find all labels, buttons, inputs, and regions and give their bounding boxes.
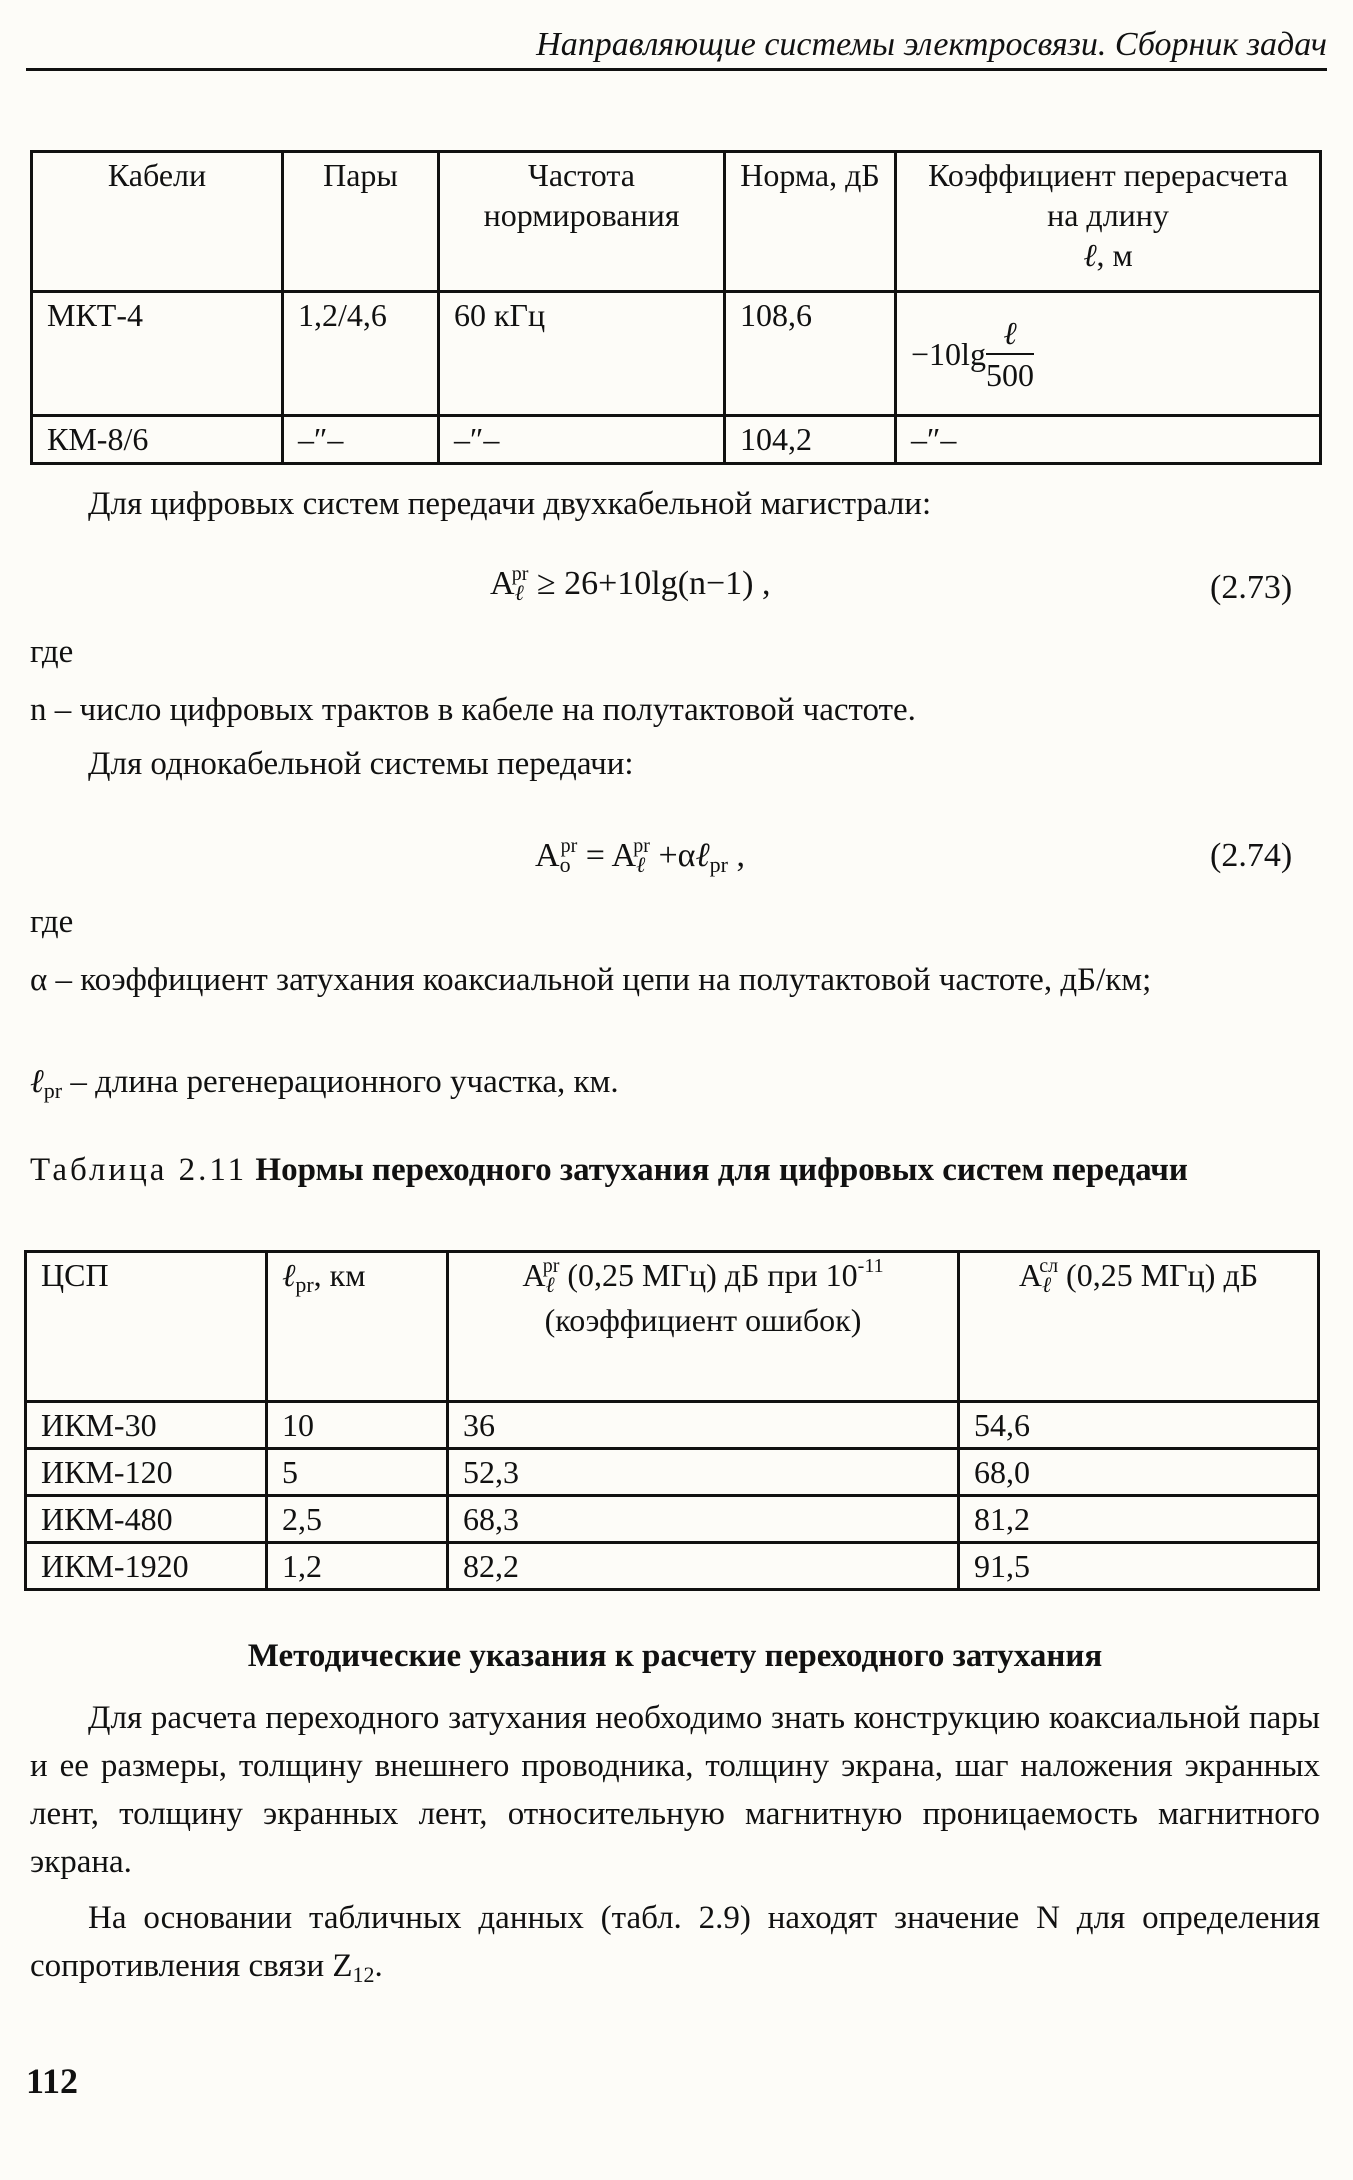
header-unit: , м [1096, 237, 1133, 273]
header-cell: Aℓ$^{сл}$ (0,25 МГц) дБ [959, 1252, 1319, 1402]
cell-pairs: 1,2/4,6 [283, 292, 439, 416]
cell-a2: 68,0 [959, 1449, 1319, 1496]
definition-n: n – число цифровых трактов в кабеле на полутактовой частоте. [30, 692, 916, 728]
header-cell: ЦСП [26, 1252, 267, 1402]
cell-a1: 52,3 [448, 1449, 959, 1496]
cell-a1: 36 [448, 1402, 959, 1449]
header-a2-text: (0,25 МГц) дБ [1066, 1257, 1259, 1293]
cell-norm: 104,2 [725, 416, 896, 464]
cell-lpr: 5 [267, 1449, 448, 1496]
definition-l-text: – длина регенерационного участка, км. [62, 1064, 619, 1100]
coef-denominator: 500 [985, 356, 1034, 393]
header-cell-text: Коэффициент перерасчета на длину [928, 157, 1288, 233]
coef-numerator: ℓ [986, 313, 1034, 355]
table-header-row [26, 1252, 1319, 1402]
cell-tsp: ИКМ-30 [26, 1402, 267, 1449]
table-row [26, 1449, 1319, 1496]
page-number: 112 [26, 2061, 79, 2101]
paragraph: Для цифровых систем передачи двухкабельной магистрали: [88, 486, 932, 522]
digital-norms-table [24, 1250, 1320, 1591]
paragraph-end: . [374, 1948, 383, 1984]
header-a1-exponent: -11 [857, 1255, 884, 1277]
cell-pairs: –″– [283, 416, 439, 464]
cell-a1: 82,2 [448, 1543, 959, 1590]
table-row [26, 1496, 1319, 1543]
cell-tsp: ИКМ-480 [26, 1496, 267, 1543]
header-cell: Кабели [32, 152, 283, 292]
coef-prefix: −10lg [911, 335, 986, 372]
cell-coef [896, 292, 1321, 416]
table-row [26, 1402, 1319, 1449]
section-heading: Методические указания к расчету переходного затухания [247, 1638, 1103, 1674]
cell-freq: 60 кГц [439, 292, 725, 416]
table-caption-title: Нормы переходного затухания для цифровых систем передачи [255, 1152, 1188, 1188]
where-label: где [30, 904, 74, 940]
header-cell: Пары [283, 152, 439, 292]
equation-number: (2.73) [1210, 569, 1293, 606]
header-cell: Норма, дБ [725, 152, 896, 292]
cell-tsp: ИКМ-120 [26, 1449, 267, 1496]
subscript: 12 [352, 1962, 375, 1987]
definition-alpha: α – коэффициент затухания коаксиальной цепи на полутактовой частоте, дБ/км; [30, 962, 1152, 998]
cell-freq: –″– [439, 416, 725, 464]
paragraph-text: На основании табличных данных (табл. 2.9) находят значение N для определения сопротивления связи Z [30, 1900, 1320, 1984]
cell-a1: 68,3 [448, 1496, 959, 1543]
cell-lpr: 2,5 [267, 1496, 448, 1543]
running-header: Направляющие системы электросвязи. Сборник задач [26, 22, 1327, 71]
table-header-row [32, 152, 1321, 292]
cell-a2: 81,2 [959, 1496, 1319, 1543]
table-caption-label: Таблица 2.11 [30, 1152, 248, 1188]
table-row [26, 1543, 1319, 1590]
table-row [32, 292, 1321, 416]
cell-tsp: ИКМ-1920 [26, 1543, 267, 1590]
equation-number: (2.74) [1210, 837, 1293, 874]
equation-2-74: $Ao^{pr}$ = Aℓ$^{pr}$ +αℓpr , [535, 835, 745, 877]
table-caption [30, 1148, 1320, 1192]
header-a1-tail: (коэффициент ошибок) [544, 1302, 862, 1338]
cell-coef: –″– [896, 416, 1321, 464]
cell-a2: 91,5 [959, 1543, 1319, 1590]
cell-a2: 54,6 [959, 1402, 1319, 1449]
header-cell: ℓpr, км [267, 1252, 448, 1402]
cell-cable: КМ-8/6 [32, 416, 283, 464]
cable-norms-table [30, 150, 1322, 465]
equation-2-73: Aℓ$^{pr}$ ≥ 26+10lg(n−1) , [490, 563, 771, 605]
where-label: где [30, 634, 74, 670]
cell-norm: 108,6 [725, 292, 896, 416]
paragraph: Для однокабельной системы передачи: [88, 746, 634, 782]
ell-symbol: ℓ [1083, 237, 1097, 273]
equation-rhs: ≥ 26+10lg(n−1) , [536, 565, 771, 602]
cell-lpr: 1,2 [267, 1543, 448, 1590]
cell-cable: МКТ-4 [32, 292, 283, 416]
paragraph: Для расчета переходного затухания необходимо знать конструкцию коаксиальной пары и ее размеры, толщину внешнего проводника, толщину экрана, шаг наложения экранных лент, толщину экранных лент, относительную магнитную проницаемость магнитного экрана. [30, 1700, 1320, 1880]
header-cell: Частота нормирования [439, 152, 725, 292]
header-cell: Aℓ$^{pr}$ (0,25 МГц) дБ при $10^{-11}$ (коэффициент ошибок) [448, 1252, 959, 1402]
header-a1-text: (0,25 МГц) дБ при 10 [567, 1257, 858, 1293]
table-row [32, 416, 1321, 464]
definition-l: ℓpr – длина регенерационного участка, км. [30, 1064, 619, 1103]
cell-lpr: 10 [267, 1402, 448, 1449]
coef-fraction [986, 313, 1034, 395]
header-cell [896, 152, 1321, 292]
header-unit: , км [313, 1257, 366, 1293]
paragraph [30, 1894, 1320, 1993]
